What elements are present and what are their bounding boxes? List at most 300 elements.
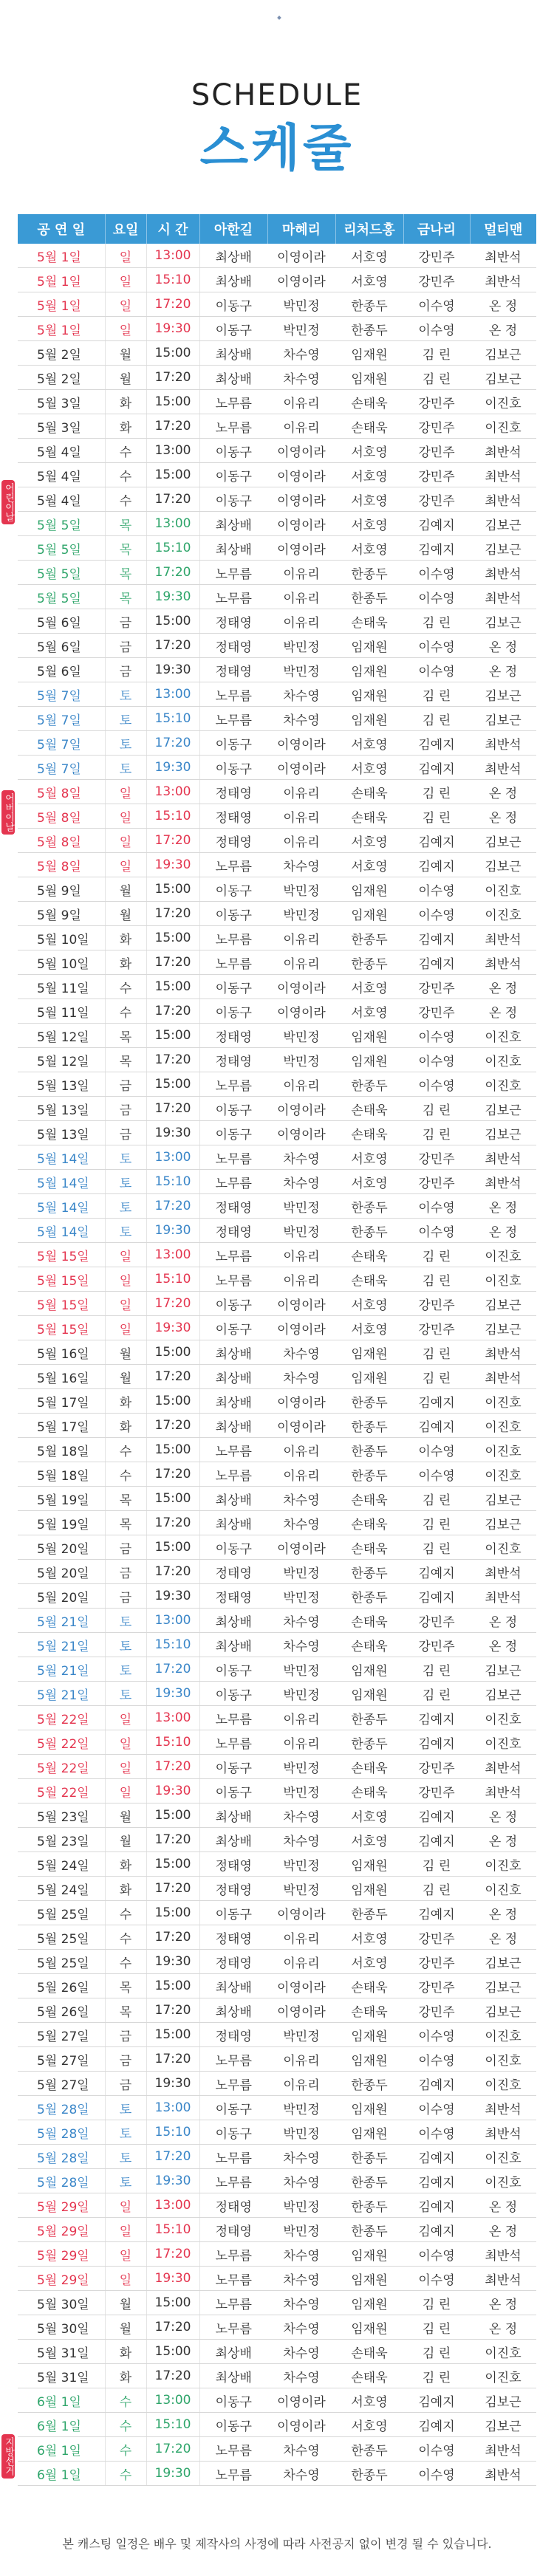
cell-role-4: 김 린 [403, 2315, 470, 2340]
cell-role-4: 김예지 [403, 512, 470, 536]
cell-role-5: 김보근 [470, 1998, 536, 2023]
table-row [18, 1267, 536, 1292]
cell-role-2: 이영이라 [267, 756, 335, 780]
cell-role-2: 박민정 [267, 1755, 335, 1779]
cell-date: 6월 1일 [18, 2388, 105, 2413]
cell-role-3: 서호영 [335, 1950, 403, 1974]
cell-time: 15:00 [146, 1487, 199, 1511]
cell-role-3: 임재원 [335, 634, 403, 658]
cell-role-4: 김 린 [403, 1535, 470, 1560]
cell-role-3: 서호영 [335, 2413, 403, 2437]
cell-role-3: 손태욱 [335, 780, 403, 804]
cell-role-5: 최반석 [470, 2437, 536, 2462]
cell-day: 화 [105, 1414, 146, 1438]
cell-role-2: 이영이라 [267, 1121, 335, 1145]
cell-time: 19:30 [146, 317, 199, 341]
cell-role-1: 정태영 [199, 1852, 267, 1877]
cell-role-3: 손태욱 [335, 1267, 403, 1292]
cell-date: 5월 22일 [18, 1706, 105, 1730]
cell-date: 5월 8일 [18, 804, 105, 829]
cell-day: 토 [105, 2169, 146, 2193]
cell-role-3: 한종두 [335, 1706, 403, 1730]
table-row [18, 658, 536, 682]
cell-role-2: 차수영 [267, 2291, 335, 2315]
cell-role-1: 정태영 [199, 2218, 267, 2242]
cell-role-4: 김예지 [403, 731, 470, 756]
cell-role-1: 노무름 [199, 2242, 267, 2267]
cell-time: 19:30 [146, 756, 199, 780]
cell-time: 17:20 [146, 902, 199, 926]
cell-role-4: 김예지 [403, 1560, 470, 1584]
cell-time: 17:20 [146, 1194, 199, 1219]
cell-date: 5월 28일 [18, 2145, 105, 2169]
cell-date: 5월 8일 [18, 853, 105, 877]
cell-role-2: 박민정 [267, 317, 335, 341]
table-row [18, 512, 536, 536]
cell-day: 수 [105, 1901, 146, 1925]
cell-date: 5월 4일 [18, 487, 105, 512]
cell-role-5: 최반석 [470, 439, 536, 463]
cell-day: 금 [105, 634, 146, 658]
cell-role-3: 손태욱 [335, 1633, 403, 1657]
cell-role-2: 차수영 [267, 2315, 335, 2340]
header-date: 공 연 일 [18, 214, 105, 244]
cell-date: 5월 6일 [18, 658, 105, 682]
cell-role-2: 박민정 [267, 1584, 335, 1609]
cell-role-2: 이영이라 [267, 1998, 335, 2023]
cell-date: 5월 24일 [18, 1852, 105, 1877]
cell-role-5: 최반석 [470, 926, 536, 950]
cell-date: 5월 16일 [18, 1340, 105, 1365]
cell-day: 토 [105, 1633, 146, 1657]
cell-day: 토 [105, 1170, 146, 1194]
cell-role-3: 손태욱 [335, 1998, 403, 2023]
cell-role-5: 이진호 [470, 2364, 536, 2388]
cell-role-4: 김예지 [403, 1414, 470, 1438]
cell-role-1: 정태영 [199, 1194, 267, 1219]
table-row [18, 926, 536, 950]
cell-role-5: 이진호 [470, 1243, 536, 1267]
cell-day: 월 [105, 2315, 146, 2340]
cell-role-2: 차수영 [267, 707, 335, 731]
cell-date: 5월 26일 [18, 1998, 105, 2023]
cell-role-2: 차수영 [267, 1511, 335, 1535]
cell-role-5: 김보근 [470, 1950, 536, 1974]
cell-time: 15:00 [146, 1072, 199, 1097]
cell-role-5: 김보근 [470, 1292, 536, 1316]
cell-date: 5월 13일 [18, 1072, 105, 1097]
cell-role-3: 한종두 [335, 1438, 403, 1462]
cell-date: 5월 26일 [18, 1974, 105, 1998]
cell-role-1: 이동구 [199, 1097, 267, 1121]
cell-day: 금 [105, 609, 146, 634]
cell-role-1: 노무름 [199, 1267, 267, 1292]
cell-date: 5월 22일 [18, 1730, 105, 1755]
cell-role-5: 이진호 [470, 1462, 536, 1487]
cell-role-2: 박민정 [267, 902, 335, 926]
cell-role-5: 김보근 [470, 2413, 536, 2437]
table-row [18, 1950, 536, 1974]
cell-role-1: 노무름 [199, 414, 267, 439]
table-row [18, 2047, 536, 2072]
cell-role-5: 온 정 [470, 658, 536, 682]
cell-day: 토 [105, 2120, 146, 2145]
cell-day: 화 [105, 390, 146, 414]
cell-day: 수 [105, 1462, 146, 1487]
cell-day: 금 [105, 2072, 146, 2096]
cell-role-4: 김예지 [403, 2169, 470, 2193]
cell-role-5: 이진호 [470, 1877, 536, 1901]
cell-role-4: 김 린 [403, 1877, 470, 1901]
cell-role-4: 이수영 [403, 2023, 470, 2047]
cell-time: 13:00 [146, 2193, 199, 2218]
cell-time: 19:30 [146, 1219, 199, 1243]
cell-role-1: 이동구 [199, 1316, 267, 1340]
cell-role-5: 온 정 [470, 317, 536, 341]
cell-role-5: 최반석 [470, 2120, 536, 2145]
cell-time: 15:00 [146, 1340, 199, 1365]
cell-role-5: 이진호 [470, 1048, 536, 1072]
cell-time: 19:30 [146, 1779, 199, 1803]
cell-date: 5월 21일 [18, 1682, 105, 1706]
cell-role-3: 한종두 [335, 585, 403, 609]
cell-day: 수 [105, 439, 146, 463]
cell-role-5: 이진호 [470, 2023, 536, 2047]
cell-time: 13:00 [146, 512, 199, 536]
cell-day: 일 [105, 317, 146, 341]
cell-role-2: 이유리 [267, 1925, 335, 1950]
cell-role-5: 김보근 [470, 853, 536, 877]
cell-date: 5월 29일 [18, 2242, 105, 2267]
cell-role-5: 김보근 [470, 1974, 536, 1998]
cell-role-4: 강민주 [403, 1974, 470, 1998]
cell-role-5: 온 정 [470, 1609, 536, 1633]
cell-role-2: 이영이라 [267, 1389, 335, 1414]
cell-role-5: 최반석 [470, 463, 536, 487]
side-tag-election-day: 지방선거 [1, 2434, 15, 2479]
cell-role-5: 김보근 [470, 1097, 536, 1121]
cell-role-3: 임재원 [335, 1682, 403, 1706]
cell-time: 17:20 [146, 1560, 199, 1584]
cell-role-2: 차수영 [267, 2462, 335, 2486]
cell-role-4: 김 린 [403, 1267, 470, 1292]
table-row [18, 975, 536, 999]
cell-time: 19:30 [146, 1682, 199, 1706]
title-korean: 스케줄 [199, 120, 355, 178]
table-row [18, 1219, 536, 1243]
cell-time: 15:00 [146, 1024, 199, 1048]
cell-role-4: 강민주 [403, 1925, 470, 1950]
cell-role-5: 최반석 [470, 1170, 536, 1194]
cell-role-3: 손태욱 [335, 1779, 403, 1803]
cell-role-5: 이진호 [470, 1414, 536, 1438]
cell-role-2: 이영이라 [267, 2413, 335, 2437]
cell-role-2: 이유리 [267, 1706, 335, 1730]
cell-time: 19:30 [146, 1121, 199, 1145]
cell-role-1: 이동구 [199, 1121, 267, 1145]
table-row [18, 1072, 536, 1097]
cell-role-3: 손태욱 [335, 1974, 403, 1998]
header-role-3: 리처드홍 [335, 214, 403, 244]
cell-role-3: 임재원 [335, 1340, 403, 1365]
cell-date: 5월 5일 [18, 536, 105, 561]
cell-date: 5월 8일 [18, 780, 105, 804]
cell-role-4: 이수영 [403, 1219, 470, 1243]
cell-time: 17:20 [146, 2315, 199, 2340]
cell-time: 13:00 [146, 2096, 199, 2120]
cell-role-1: 노무름 [199, 1730, 267, 1755]
cell-day: 수 [105, 2413, 146, 2437]
cell-day: 금 [105, 1097, 146, 1121]
cell-role-4: 강민주 [403, 439, 470, 463]
cell-day: 일 [105, 292, 146, 317]
table-row [18, 1340, 536, 1365]
cell-role-1: 최상배 [199, 536, 267, 561]
cell-role-1: 노무름 [199, 2169, 267, 2193]
cell-date: 5월 20일 [18, 1535, 105, 1560]
cell-role-5: 김보근 [470, 2388, 536, 2413]
table-row [18, 2340, 536, 2364]
cell-date: 5월 12일 [18, 1048, 105, 1072]
side-tag-parents-day: 어버이날 [1, 790, 15, 835]
title-english: SCHEDULE [191, 78, 363, 112]
cell-role-5: 온 정 [470, 1925, 536, 1950]
cell-day: 월 [105, 366, 146, 390]
table-row [18, 1365, 536, 1389]
cell-date: 5월 11일 [18, 999, 105, 1024]
cell-role-4: 김예지 [403, 1584, 470, 1609]
cell-role-4: 김예지 [403, 756, 470, 780]
cell-time: 15:00 [146, 1852, 199, 1877]
cell-date: 6월 1일 [18, 2437, 105, 2462]
cell-time: 13:00 [146, 682, 199, 707]
cell-role-5: 온 정 [470, 999, 536, 1024]
cell-date: 5월 28일 [18, 2169, 105, 2193]
cell-role-4: 김예지 [403, 1803, 470, 1828]
table-row [18, 1730, 536, 1755]
cell-role-5: 김보근 [470, 512, 536, 536]
cell-role-5: 이진호 [470, 2047, 536, 2072]
cell-role-4: 김예지 [403, 2193, 470, 2218]
table-row [18, 366, 536, 390]
table-row [18, 1998, 536, 2023]
table-row [18, 1779, 536, 1803]
cell-time: 15:00 [146, 1901, 199, 1925]
table-row [18, 1974, 536, 1998]
cell-role-3: 손태욱 [335, 1609, 403, 1633]
cell-role-1: 정태영 [199, 1925, 267, 1950]
cell-time: 17:20 [146, 561, 199, 585]
cell-role-1: 정태영 [199, 2023, 267, 2047]
cell-time: 17:20 [146, 414, 199, 439]
cell-day: 화 [105, 414, 146, 439]
table-row [18, 585, 536, 609]
cell-role-1: 최상배 [199, 1487, 267, 1511]
cell-role-3: 서호영 [335, 1170, 403, 1194]
footnote: 본 캐스팅 일정은 배우 및 제작사의 사정에 따라 사전공지 없이 변경 될 수 있습니다. [62, 2537, 492, 2551]
cell-role-3: 서호영 [335, 1145, 403, 1170]
cell-day: 목 [105, 1487, 146, 1511]
cell-role-5: 온 정 [470, 1901, 536, 1925]
cell-role-2: 이유리 [267, 585, 335, 609]
cell-role-4: 강민주 [403, 975, 470, 999]
cell-role-5: 김보근 [470, 1316, 536, 1340]
cell-role-3: 서호영 [335, 244, 403, 268]
cell-role-2: 이영이라 [267, 2388, 335, 2413]
cell-role-4: 이수영 [403, 317, 470, 341]
cell-role-1: 최상배 [199, 1340, 267, 1365]
cell-role-1: 최상배 [199, 1365, 267, 1389]
table-row [18, 804, 536, 829]
cell-role-5: 김보근 [470, 1657, 536, 1682]
cell-day: 토 [105, 1657, 146, 1682]
cell-role-1: 이동구 [199, 292, 267, 317]
cell-date: 5월 30일 [18, 2315, 105, 2340]
cell-role-3: 서호영 [335, 1292, 403, 1316]
cell-role-5: 최반석 [470, 244, 536, 268]
cell-role-5: 온 정 [470, 975, 536, 999]
cell-role-5: 이진호 [470, 1535, 536, 1560]
cell-role-1: 최상배 [199, 244, 267, 268]
cell-role-3: 손태욱 [335, 2364, 403, 2388]
cell-role-1: 최상배 [199, 2364, 267, 2388]
cell-role-1: 노무름 [199, 2047, 267, 2072]
cell-date: 5월 19일 [18, 1511, 105, 1535]
cell-date: 5월 24일 [18, 1877, 105, 1901]
table-row [18, 877, 536, 902]
cell-time: 15:10 [146, 536, 199, 561]
cell-day: 월 [105, 2291, 146, 2315]
cell-role-1: 이동구 [199, 1657, 267, 1682]
cell-role-2: 박민정 [267, 658, 335, 682]
cell-role-4: 김 린 [403, 1365, 470, 1389]
cell-role-5: 최반석 [470, 756, 536, 780]
cell-role-4: 강민주 [403, 463, 470, 487]
cell-time: 15:00 [146, 1803, 199, 1828]
table-row [18, 707, 536, 731]
cell-role-5: 김보근 [470, 366, 536, 390]
cell-date: 5월 18일 [18, 1438, 105, 1462]
cell-time: 19:30 [146, 658, 199, 682]
cell-date: 5월 6일 [18, 609, 105, 634]
cell-date: 5월 1일 [18, 292, 105, 317]
schedule-table [18, 214, 536, 2486]
cell-day: 목 [105, 561, 146, 585]
cell-role-3: 서호영 [335, 463, 403, 487]
cell-role-1: 이동구 [199, 756, 267, 780]
cell-day: 일 [105, 829, 146, 853]
cell-role-3: 임재원 [335, 2315, 403, 2340]
cell-time: 17:20 [146, 999, 199, 1024]
cell-date: 5월 14일 [18, 1170, 105, 1194]
cell-role-1: 최상배 [199, 268, 267, 292]
table-row [18, 2291, 536, 2315]
cell-time: 17:20 [146, 1877, 199, 1901]
cell-time: 17:20 [146, 1755, 199, 1779]
cell-role-1: 최상배 [199, 1609, 267, 1633]
cell-time: 15:10 [146, 268, 199, 292]
cell-time: 17:20 [146, 2047, 199, 2072]
cell-role-4: 김 린 [403, 2340, 470, 2364]
cell-day: 화 [105, 2364, 146, 2388]
cell-role-2: 박민정 [267, 1779, 335, 1803]
cell-role-2: 차수영 [267, 341, 335, 366]
cell-role-4: 이수영 [403, 1072, 470, 1097]
cell-role-3: 서호영 [335, 829, 403, 853]
cell-role-5: 온 정 [470, 1828, 536, 1852]
cell-role-2: 박민정 [267, 1682, 335, 1706]
cell-role-4: 김예지 [403, 926, 470, 950]
cell-role-5: 이진호 [470, 902, 536, 926]
cell-time: 19:30 [146, 1950, 199, 1974]
cell-role-2: 차수영 [267, 1828, 335, 1852]
table-row [18, 2437, 536, 2462]
cell-role-2: 박민정 [267, 1219, 335, 1243]
cell-role-2: 이유리 [267, 414, 335, 439]
cell-day: 목 [105, 1024, 146, 1048]
cell-role-2: 이영이라 [267, 1097, 335, 1121]
cell-role-5: 최반석 [470, 1779, 536, 1803]
cell-time: 15:10 [146, 2120, 199, 2145]
cell-day: 수 [105, 2437, 146, 2462]
cell-role-1: 정태영 [199, 1219, 267, 1243]
cell-role-4: 이수영 [403, 2096, 470, 2120]
cell-time: 17:20 [146, 1998, 199, 2023]
cell-role-1: 최상배 [199, 1414, 267, 1438]
cell-role-3: 손태욱 [335, 1755, 403, 1779]
cell-role-3: 한종두 [335, 1072, 403, 1097]
cell-time: 15:00 [146, 463, 199, 487]
table-row [18, 390, 536, 414]
cell-role-5: 김보근 [470, 829, 536, 853]
cell-role-3: 임재원 [335, 2023, 403, 2047]
cell-role-4: 김예지 [403, 853, 470, 877]
cell-date: 5월 5일 [18, 512, 105, 536]
table-row [18, 1438, 536, 1462]
cell-time: 17:20 [146, 634, 199, 658]
cell-role-2: 이영이라 [267, 463, 335, 487]
cell-role-2: 이유리 [267, 609, 335, 634]
cell-time: 15:00 [146, 390, 199, 414]
table-row [18, 2218, 536, 2242]
header-role-4: 금나리 [403, 214, 470, 244]
cell-role-4: 강민주 [403, 268, 470, 292]
cell-date: 5월 25일 [18, 1950, 105, 1974]
cell-role-3: 손태욱 [335, 1511, 403, 1535]
cell-day: 월 [105, 341, 146, 366]
cell-role-2: 차수영 [267, 1487, 335, 1511]
cell-date: 5월 15일 [18, 1316, 105, 1340]
cell-role-1: 이동구 [199, 439, 267, 463]
cell-time: 15:00 [146, 341, 199, 366]
table-row [18, 1755, 536, 1779]
cell-role-4: 이수영 [403, 292, 470, 317]
cell-role-5: 온 정 [470, 634, 536, 658]
cell-role-3: 손태욱 [335, 1535, 403, 1560]
table-row [18, 2242, 536, 2267]
cell-role-2: 이영이라 [267, 999, 335, 1024]
table-row [18, 1194, 536, 1219]
cell-day: 수 [105, 2388, 146, 2413]
cell-date: 5월 7일 [18, 756, 105, 780]
table-row [18, 2315, 536, 2340]
cell-date: 5월 5일 [18, 585, 105, 609]
cell-role-1: 정태영 [199, 1560, 267, 1584]
cell-role-1: 이동구 [199, 1901, 267, 1925]
cell-day: 수 [105, 999, 146, 1024]
cell-day: 화 [105, 1877, 146, 1901]
cell-role-5: 온 정 [470, 1194, 536, 1219]
